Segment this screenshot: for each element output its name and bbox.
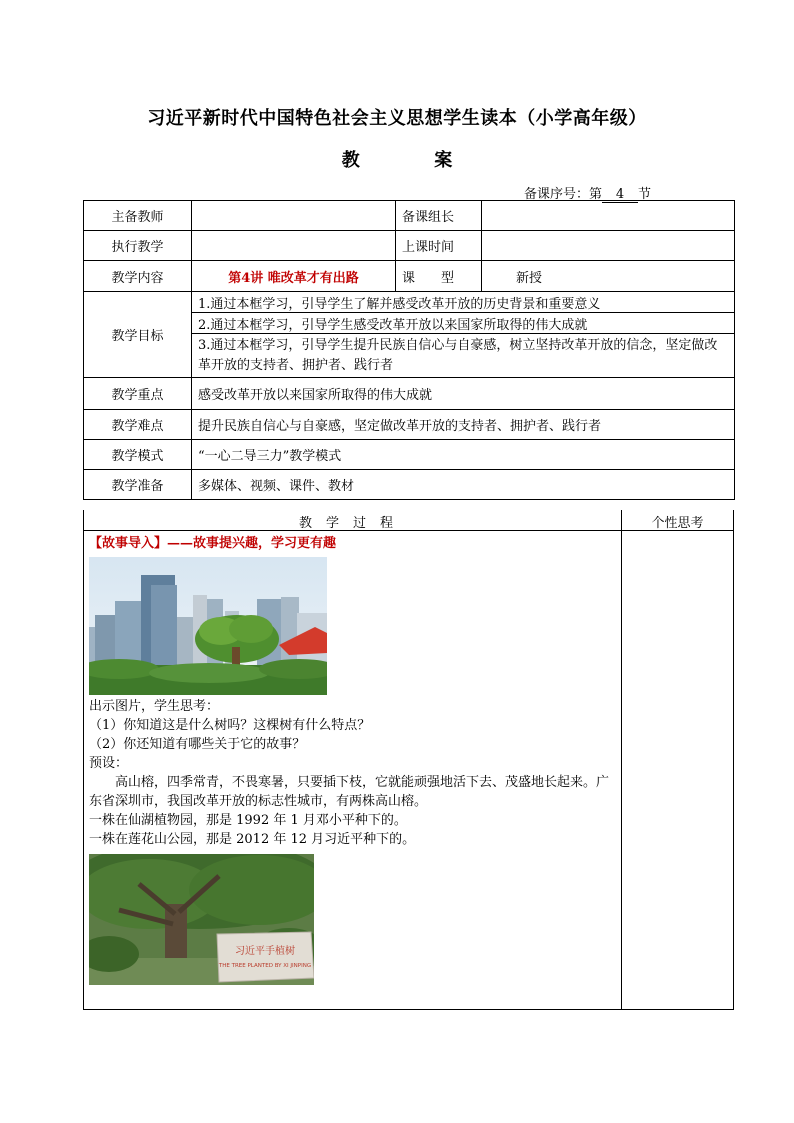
- goal-item: 1.通过本框学习，引导学生了解并感受改革开放的历史背景和重要意义: [192, 292, 735, 313]
- process-content: [89, 534, 617, 985]
- subtitle-char-1: 教: [341, 150, 360, 171]
- difficulty-label: 教学难点: [84, 410, 192, 440]
- reflection-header: 个性思考: [651, 516, 704, 531]
- story-intro-heading: 【故事导入】——故事提兴趣，学习更有趣: [89, 536, 337, 551]
- planted-tree-image: [89, 854, 314, 985]
- class-time-label: 上课时间: [396, 231, 482, 261]
- document-subtitle: [0, 146, 794, 172]
- main-teacher-label: 主备教师: [84, 201, 192, 231]
- tree-fact-2: 一株在莲花山公园，那是 2012 年 12 月习近平种下的。: [89, 832, 416, 847]
- city-banyan-image: [89, 557, 327, 695]
- process-line: （1）你知道这是什么树吗？这棵树有什么特点？: [89, 718, 371, 733]
- exec-teacher-field[interactable]: [192, 231, 396, 261]
- stone-text-en: THE TREE PLANTED BY XI JINPING: [218, 963, 312, 969]
- prep-label: 教学准备: [84, 470, 192, 500]
- column-divider: [621, 510, 622, 1009]
- difficulty-value: 提升民族自信心与自豪感，坚定做改革开放的支持者、拥护者、践行者: [192, 410, 735, 440]
- group-leader-field[interactable]: [482, 201, 735, 231]
- process-line: 预设：: [89, 756, 129, 771]
- banyan-paragraph: 高山榕，四季常青，不畏寒暑，只要插下枝，它就能顽强地活下去、茂盛地长起来。广东省深圳市，我国改革开放的标志性城市，有两株高山榕。: [89, 775, 610, 809]
- key-point-label: 教学重点: [84, 378, 192, 410]
- lesson-number-value[interactable]: 4: [602, 188, 638, 203]
- goal-item: 3.通过本框学习，引导学生提升民族自信心与自豪感，树立坚持改革开放的信念，坚定做改革开放的支持者、拥护者、践行者: [192, 334, 735, 378]
- stone-text-cn: 习近平手植树: [235, 946, 295, 957]
- goals-label: 教学目标: [84, 292, 192, 378]
- content-value: 第4讲 唯改革才有出路: [192, 261, 396, 292]
- subtitle-char-2: 案: [434, 150, 453, 171]
- process-line: 出示图片，学生思考：: [89, 699, 220, 714]
- type-label: 课 型: [396, 261, 482, 292]
- class-time-field[interactable]: [482, 231, 735, 261]
- lesson-info-table: [83, 200, 735, 500]
- goal-item: 2.通过本框学习，引导学生感受改革开放以来国家所取得的伟大成就: [192, 313, 735, 334]
- mode-label: 教学模式: [84, 440, 192, 470]
- group-leader-label: 备课组长: [396, 201, 482, 231]
- key-point-value: 感受改革开放以来国家所取得的伟大成就: [192, 378, 735, 410]
- lesson-number-suffix: 节: [638, 187, 652, 202]
- lesson-number-prefix: 备课序号：第: [524, 187, 603, 202]
- process-header-row: [84, 510, 733, 531]
- document-title: 习近平新时代中国特色社会主义思想学生读本（小学高年级）: [147, 108, 647, 129]
- main-teacher-field[interactable]: [192, 201, 396, 231]
- process-line: （2）你还知道有哪些关于它的故事？: [89, 737, 306, 752]
- type-value: 新授: [482, 261, 735, 292]
- process-header: 教学过程: [298, 516, 407, 531]
- exec-teacher-label: 执行教学: [84, 231, 192, 261]
- tree-fact-1: 一株在仙湖植物园，那是 1992 年 1 月邓小平种下的。: [89, 813, 407, 828]
- teaching-process-section: [83, 510, 734, 1010]
- mode-value: “一心二导三力”教学模式: [192, 440, 735, 470]
- content-label: 教学内容: [84, 261, 192, 292]
- prep-value: 多媒体、视频、课件、教材: [192, 470, 735, 500]
